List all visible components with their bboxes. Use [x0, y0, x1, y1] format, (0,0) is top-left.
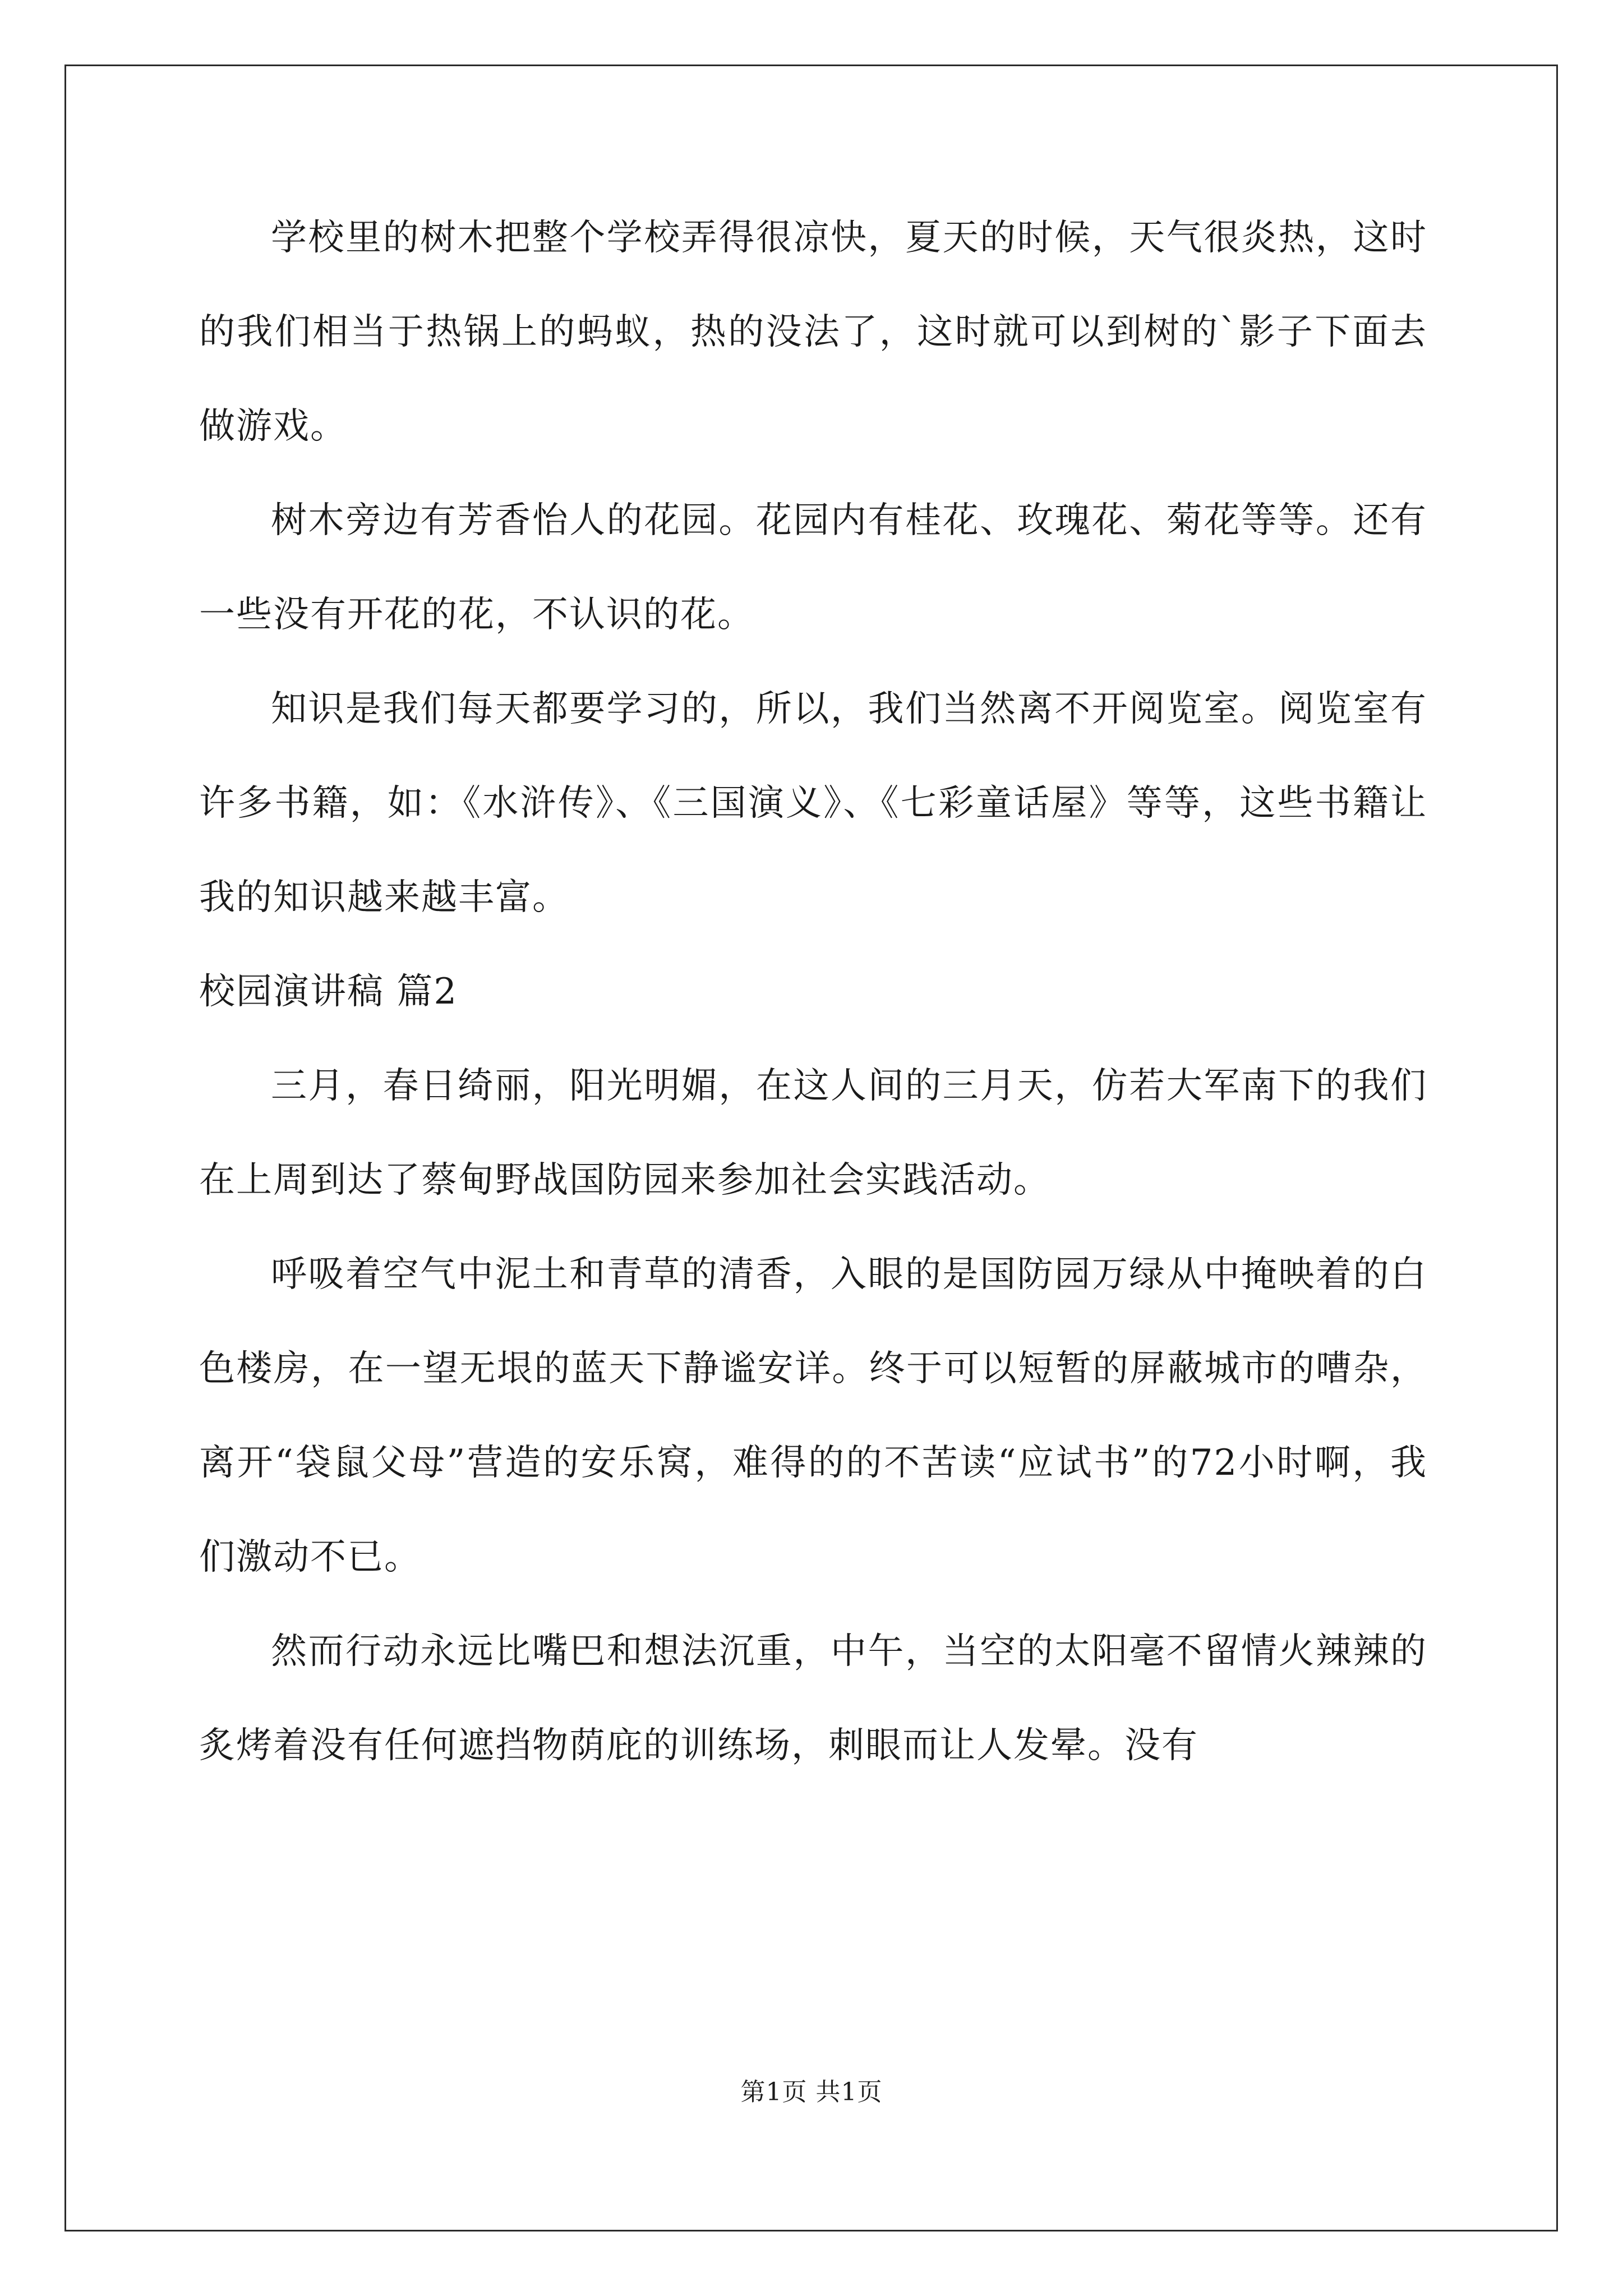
paragraph-noon-sun: 然而行动永远比嘴巴和想法沉重，中午，当空的太阳毫不留情火辣辣的炙烤着没有任何遮挡物荫庇的训练场，刺眼而让人发晕。没有: [199, 1631, 1427, 1766]
paragraph-garden: 树木旁边有芳香怡人的花园。花园内有桂花、玫瑰花、菊花等等。还有一些没有开花的花，不认识的花。: [199, 500, 1427, 636]
page-footer: 第1页 共1页: [740, 2078, 883, 2106]
paragraph-reading-room: 知识是我们每天都要学习的，所以，我们当然离不开阅览室。阅览室有许多书籍，如：《水浒传》、《三国演义》、《七彩童话屋》等等，这些书籍让我的知识越来越丰富。: [199, 688, 1427, 918]
paragraph-march: 三月，春日绮丽，阳光明媚，在这人间的三月天，仿若大军南下的我们在上周到达了蔡甸野战国防园来参加社会实践活动。: [199, 1065, 1427, 1201]
paragraph-breathing: 呼吸着空气中泥土和青草的清香，入眼的是国防园万绿从中掩映着的白色楼房，在一望无垠的蓝天下静谧安详。终于可以短暂的屏蔽城市的嘈杂，离开“袋鼠父母”营造的安乐窝，难得的的不苦读“应试书”的72小时啊，我们激动不已。: [199, 1254, 1427, 1578]
document-body: [199, 191, 1427, 1793]
paragraph-school-trees: 学校里的树木把整个学校弄得很凉快，夏天的时候，天气很炎热，这时的我们相当于热锅上的蚂蚁，热的没法了，这时就可以到树的`影子下面去做游戏。: [199, 217, 1427, 447]
section-heading: 校园演讲稿 篇2: [199, 971, 458, 1013]
